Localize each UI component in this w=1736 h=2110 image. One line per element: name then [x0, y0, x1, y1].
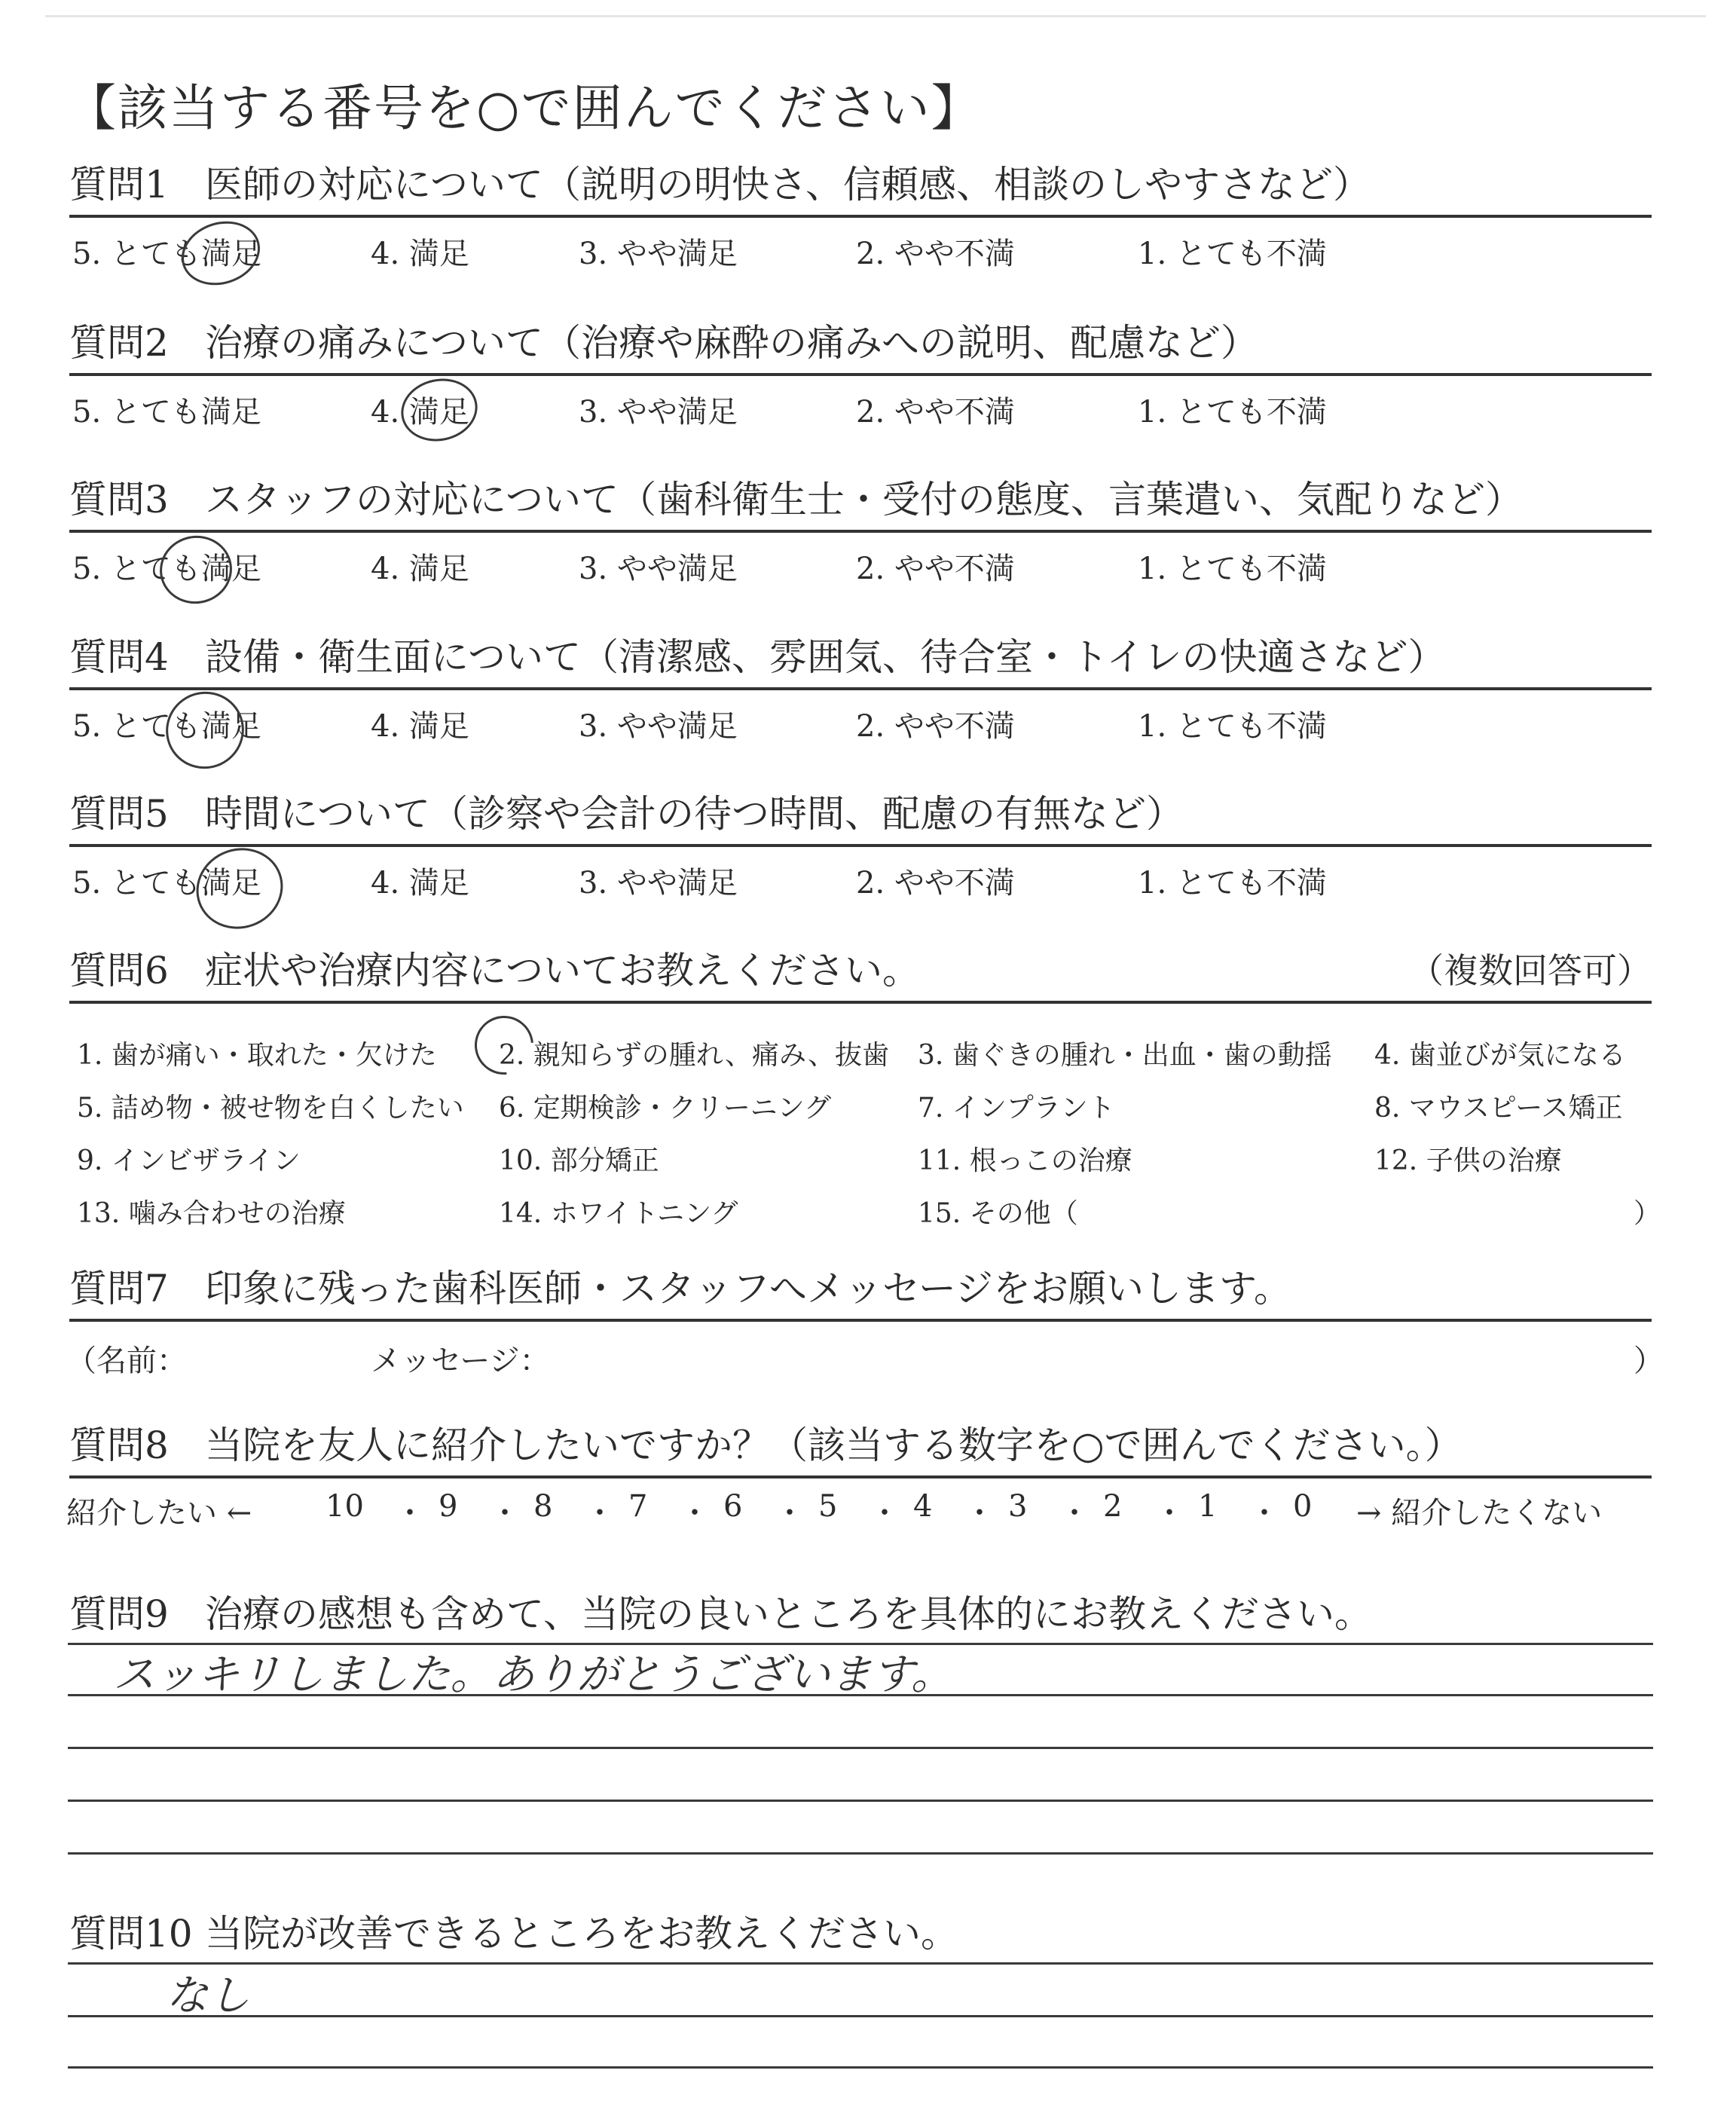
handwritten-answer-improvements: なし	[166, 1971, 250, 2020]
question-9	[69, 1592, 1652, 1637]
option-1[interactable]: 1. とても不満	[1138, 237, 1327, 271]
selection-circle	[463, 1004, 546, 1087]
answer-line	[68, 1962, 1653, 1965]
selection-circle	[185, 836, 294, 940]
option-5[interactable]: 5. とても満足	[72, 395, 261, 430]
close-paren: ）	[1634, 1344, 1664, 1378]
question-label: 質問5	[69, 792, 169, 836]
question-5	[69, 791, 1652, 900]
question-4	[69, 635, 1652, 743]
symptom-option[interactable]: 14. ホワイトニング	[499, 1198, 738, 1229]
multiple-answers-note: （複数回答可）	[1409, 950, 1652, 991]
question-divider	[69, 373, 1652, 376]
separator-dot: ・	[1059, 1496, 1090, 1531]
symptom-option[interactable]: 7. インプラント	[918, 1093, 1115, 1124]
question-label: 質問8	[69, 1423, 169, 1467]
question-text: 治療の痛みについて（治療や麻酔の痛みへの説明、配慮など）	[205, 321, 1258, 365]
symptom-option[interactable]: 1. 歯が痛い・取れた・欠けた	[77, 1040, 437, 1071]
question-label: 質問10	[69, 1912, 193, 1956]
question-text: 症状や治療内容についてお教えください。	[205, 949, 920, 992]
option-1[interactable]: 1. とても不満	[1138, 552, 1327, 586]
question-text: 設備・衛生面について（清潔感、雰囲気、待合室・トイレの快適さなど）	[205, 635, 1446, 679]
message-fields	[66, 1329, 1664, 1382]
question-divider	[69, 530, 1652, 533]
option-4[interactable]: 4. 満足	[371, 237, 469, 271]
option-5[interactable]: 5. とても満足	[72, 709, 261, 744]
separator-dot: ・	[395, 1496, 425, 1531]
separator-dot: ・	[775, 1496, 805, 1531]
selection-circle	[396, 372, 484, 448]
option-4[interactable]: 4. 満足	[371, 709, 469, 744]
symptom-option[interactable]: 15. その他（	[918, 1198, 1078, 1229]
score-6[interactable]: 6	[723, 1489, 743, 1524]
option-1[interactable]: 1. とても不満	[1138, 866, 1327, 901]
rating-scale	[69, 540, 1652, 586]
separator-dot: ・	[490, 1496, 520, 1531]
separator-dot: ・	[1154, 1496, 1184, 1531]
score-2[interactable]: 2	[1103, 1489, 1123, 1524]
top-border	[45, 15, 1706, 17]
close-paren: ）	[1634, 1198, 1661, 1229]
option-5[interactable]: 5. とても満足	[72, 237, 261, 271]
question-1	[69, 162, 1652, 271]
option-3[interactable]: 3. やや満足	[579, 709, 738, 744]
question-text: 印象に残った歯科医師・スタッフへメッセージをお願いします。	[205, 1267, 1291, 1310]
rating-scale	[69, 855, 1652, 900]
question-7	[66, 1266, 1664, 1382]
answer-line	[68, 1852, 1653, 1855]
rating-scale	[69, 225, 1652, 271]
question-label: 質問9	[69, 1592, 169, 1636]
score-1[interactable]: 1	[1198, 1489, 1218, 1524]
question-text: 当院を友人に紹介したいですか？（該当する数字を○で囲んでください。）	[205, 1423, 1462, 1467]
option-3[interactable]: 3. やや満足	[579, 866, 738, 901]
page-title: 【該当する番号を○で囲んでください】	[66, 79, 983, 137]
option-4[interactable]: 4. 満足	[371, 552, 469, 586]
option-4[interactable]: 4. 満足	[371, 395, 469, 430]
question-text: 時間について（診察や会計の待つ時間、配慮の有無など）	[205, 792, 1184, 836]
selection-circle	[153, 679, 256, 781]
question-text: スタッフの対応について（歯科衛生士・受付の態度、言葉遣い、気配りなど）	[205, 478, 1523, 521]
symptom-option[interactable]: 2. 親知らずの腫れ、痛み、抜歯	[499, 1040, 890, 1071]
symptom-option[interactable]: 8. マウスピース矯正	[1374, 1093, 1623, 1124]
recommend-scale	[66, 1489, 1652, 1534]
question-text: 治療の感想も含めて、当院の良いところを具体的にお教えください。	[205, 1592, 1372, 1636]
answer-line	[68, 1800, 1653, 1802]
symptom-option[interactable]: 5. 詰め物・被せ物を白くしたい	[77, 1093, 464, 1124]
question-divider	[69, 1319, 1652, 1322]
score-10[interactable]: 10	[326, 1489, 364, 1524]
option-5[interactable]: 5. とても満足	[72, 866, 261, 901]
symptom-option[interactable]: 9. インビザライン	[77, 1145, 301, 1176]
score-4[interactable]: 4	[913, 1489, 933, 1524]
question-label: 質問1	[69, 163, 169, 206]
option-4[interactable]: 4. 満足	[371, 866, 469, 901]
selection-circle	[173, 212, 268, 295]
symptom-option[interactable]: 10. 部分矯正	[499, 1145, 659, 1176]
score-5[interactable]: 5	[818, 1489, 838, 1524]
score-8[interactable]: 8	[533, 1489, 553, 1524]
option-3[interactable]: 3. やや満足	[579, 237, 738, 271]
selection-circle	[154, 530, 237, 609]
question-10	[69, 1911, 1652, 1956]
separator-dot: ・	[1249, 1496, 1279, 1531]
option-3[interactable]: 3. やや満足	[579, 395, 738, 430]
rating-scale	[69, 698, 1652, 743]
separator-dot: ・	[870, 1496, 900, 1531]
symptom-option[interactable]: 6. 定期検診・クリーニング	[499, 1093, 832, 1124]
answer-line	[68, 2066, 1653, 2069]
option-2[interactable]: 2. やや不満	[856, 709, 1015, 744]
symptom-option[interactable]: 12. 子供の治療	[1374, 1145, 1562, 1176]
question-2	[69, 320, 1652, 429]
handwritten-answer-good-points: スッキリしました。ありがとうございます。	[113, 1650, 953, 1699]
symptom-option[interactable]: 13. 噛み合わせの治療	[77, 1198, 346, 1229]
rating-scale	[69, 384, 1652, 429]
question-divider	[69, 844, 1652, 847]
option-5[interactable]: 5. とても満足	[72, 552, 261, 586]
option-2[interactable]: 2. やや不満	[856, 552, 1015, 586]
option-3[interactable]: 3. やや満足	[579, 552, 738, 586]
question-text: 医師の対応について（説明の明快さ、信頼感、相談のしやすさなど）	[205, 163, 1371, 206]
question-label: 質問4	[69, 635, 169, 679]
question-divider	[69, 687, 1652, 690]
question-divider	[69, 1475, 1652, 1479]
question-label: 質問2	[69, 321, 169, 365]
symptom-option[interactable]: 4. 歯並びが気になる	[1374, 1040, 1626, 1071]
question-label: 質問7	[69, 1267, 169, 1310]
score-9[interactable]: 9	[439, 1489, 458, 1524]
question-label: 質問6	[69, 949, 169, 992]
recommend-right-label: → 紹介したくない	[1356, 1496, 1603, 1531]
option-1[interactable]: 1. とても不満	[1138, 709, 1327, 744]
answer-line	[68, 2015, 1653, 2017]
question-6	[69, 948, 1661, 1229]
question-8	[66, 1423, 1652, 1534]
option-2[interactable]: 2. やや不満	[856, 237, 1015, 271]
separator-dot: ・	[585, 1496, 615, 1531]
score-3[interactable]: 3	[1008, 1489, 1028, 1524]
score-7[interactable]: 7	[628, 1489, 648, 1524]
name-label: （名前：	[66, 1344, 187, 1378]
answer-line	[68, 1747, 1653, 1749]
question-text: 当院が改善できるところをお教えください。	[205, 1912, 958, 1956]
recommend-left-label: 紹介したい ←	[66, 1496, 252, 1531]
option-2[interactable]: 2. やや不満	[856, 395, 1015, 430]
separator-dot: ・	[680, 1496, 710, 1531]
option-2[interactable]: 2. やや不満	[856, 866, 1015, 901]
message-label: メッセージ：	[371, 1344, 550, 1378]
separator-dot: ・	[964, 1496, 995, 1531]
question-divider	[69, 1001, 1652, 1004]
question-label: 質問3	[69, 478, 169, 521]
option-1[interactable]: 1. とても不満	[1138, 395, 1327, 430]
score-0[interactable]: 0	[1293, 1489, 1313, 1524]
symptom-option[interactable]: 11. 根っこの治療	[918, 1145, 1132, 1176]
question-divider	[69, 215, 1652, 218]
symptom-option[interactable]: 3. 歯ぐきの腫れ・出血・歯の動揺	[918, 1040, 1332, 1071]
question-3	[69, 477, 1652, 586]
